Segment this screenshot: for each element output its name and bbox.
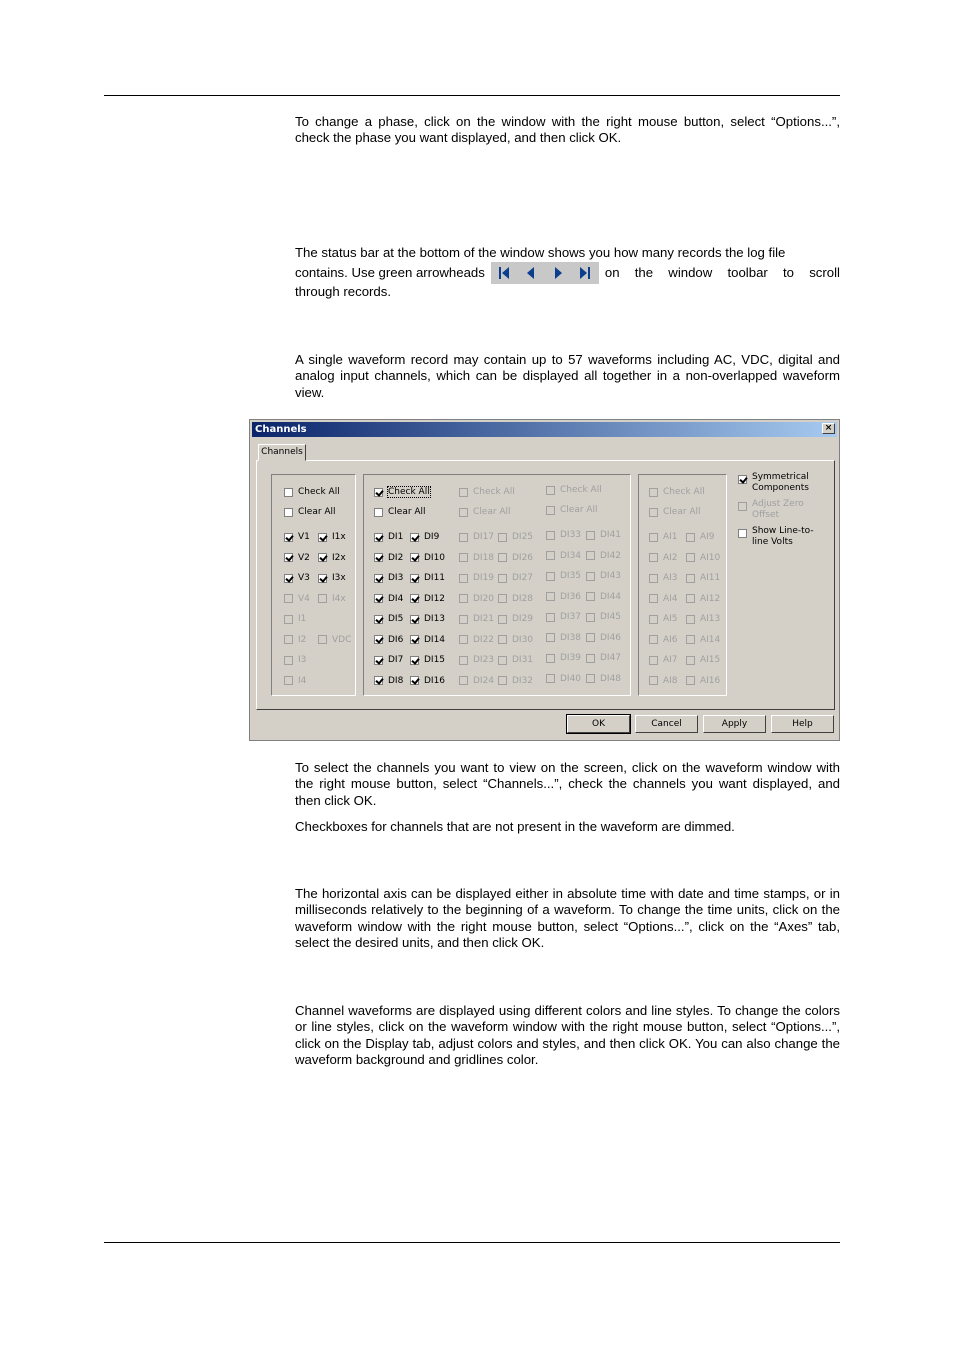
checkbox-label: DI2 — [388, 552, 404, 563]
channel-checkbox-di28 — [498, 594, 533, 604]
dialog-title: Channels — [255, 424, 307, 435]
checkbox-label: I4 — [298, 675, 307, 686]
channel-checkbox-vdc — [318, 635, 351, 645]
checkbox-label: DI6 — [388, 634, 404, 645]
channel-checkbox-di24 — [459, 676, 494, 686]
checkbox-square — [498, 594, 507, 603]
channel-checkbox-ai8 — [649, 676, 678, 686]
channel-checkbox-di40 — [546, 674, 581, 684]
checkbox-square[interactable] — [374, 553, 383, 562]
checkbox-square — [686, 574, 695, 583]
channels-tab-panel — [256, 460, 835, 710]
checkbox-label: DI48 — [600, 673, 622, 684]
checkbox-square — [686, 533, 695, 542]
checkbox-square — [459, 656, 468, 665]
channel-checkbox-ai7 — [649, 655, 678, 665]
check-all-ai: Check All — [649, 487, 705, 497]
channel-checkbox-di36 — [546, 592, 581, 602]
checkbox-square[interactable] — [318, 553, 327, 562]
channel-checkbox-di19 — [459, 573, 494, 583]
checkbox-square — [284, 656, 293, 665]
clear-all-ai: Clear All — [649, 507, 701, 517]
channel-checkbox-di43 — [586, 571, 621, 581]
checkbox-label: VDC — [332, 634, 352, 645]
para-colors: Channel waveforms are displayed using different colors and line styles. To change the colors or line styles, click on the waveform window with the right mouse button, select “Options...”, click on the Display tab, adjust colors and styles, and then click OK. You can also change the waveform background and gridlines color. — [295, 1003, 840, 1068]
channel-checkbox-v1[interactable] — [284, 532, 310, 542]
channel-checkbox-di34 — [546, 551, 581, 561]
channel-checkbox-ai5 — [649, 614, 678, 624]
checkbox-square — [649, 553, 658, 562]
checkbox-square — [686, 676, 695, 685]
para-status-line2 — [295, 262, 840, 284]
last-record-icon[interactable] — [578, 266, 592, 280]
checkbox-label: AI8 — [663, 675, 678, 686]
checkbox-label: DI45 — [600, 612, 622, 622]
channel-checkbox-di17 — [459, 532, 494, 542]
channel-checkbox-di9[interactable] — [410, 532, 439, 542]
checkbox-label: I2 — [298, 634, 307, 645]
checkbox-square — [546, 633, 555, 642]
analog-inputs-group — [638, 474, 727, 696]
checkbox-label: DI27 — [512, 573, 534, 583]
checkbox-label: I1x — [332, 532, 346, 542]
checkbox-label: DI33 — [560, 530, 582, 540]
checkbox-square[interactable] — [374, 635, 383, 644]
clear-all-ac[interactable]: Clear All — [284, 507, 336, 517]
checkbox-label: DI7 — [388, 655, 404, 665]
checkbox-square — [284, 615, 293, 624]
para-select-channels: To select the channels you want to view on the screen, click on the waveform window with the right mouse button, select “Channels...”, check the channels you want displayed, and then click OK. — [295, 760, 840, 808]
show-line-to-line-volts-checkbox[interactable]: Show Line-to-line Volts — [738, 526, 818, 548]
checkbox-label: V3 — [298, 573, 310, 583]
cancel-button[interactable]: Cancel — [635, 715, 698, 733]
checkbox-square — [546, 531, 555, 540]
channel-checkbox-i3x[interactable] — [318, 573, 346, 583]
channel-checkbox-ai2 — [649, 553, 678, 563]
checkbox-square[interactable] — [410, 533, 419, 542]
checkbox-label: DI19 — [473, 573, 495, 583]
checkbox-label: V2 — [298, 552, 310, 563]
channel-checkbox-di41 — [586, 530, 621, 540]
checkbox-label: DI18 — [473, 552, 495, 563]
checkbox-label: I3x — [332, 573, 346, 583]
checkbox-square — [498, 615, 507, 624]
checkbox-square — [546, 572, 555, 581]
checkbox-square — [586, 654, 595, 663]
para-status-line3: through records. — [295, 284, 392, 299]
checkbox-square — [586, 613, 595, 622]
checkbox-square — [649, 574, 658, 583]
channel-checkbox-di47 — [586, 653, 621, 663]
checkbox-square[interactable] — [374, 594, 383, 603]
channel-checkbox-di39 — [546, 653, 581, 663]
checkbox-square[interactable] — [410, 594, 419, 603]
checkbox-square[interactable] — [284, 574, 293, 583]
para-axis: The horizontal axis can be displayed either in absolute time with date and time stamps, or in milliseconds relatively to the beginning of a waveform. To change the time units, click on the waveform window with the right mouse button, select “Options...”, click on the “Axes” tab, select the desired units, and then click OK. — [295, 886, 840, 951]
checkbox-square[interactable] — [410, 656, 419, 665]
channel-checkbox-di8[interactable] — [374, 676, 403, 686]
checkbox-label: DI37 — [560, 612, 582, 622]
channel-checkbox-i2x[interactable] — [318, 553, 346, 563]
checkbox-square — [586, 633, 595, 642]
checkbox-label: DI8 — [388, 675, 404, 686]
checkbox-square — [649, 656, 658, 665]
checkbox-label: DI28 — [512, 593, 534, 604]
channel-checkbox-di26 — [498, 553, 533, 563]
checkbox-label: DI35 — [560, 571, 582, 581]
checkbox-label: DI32 — [512, 675, 534, 686]
checkbox-label: DI12 — [424, 593, 446, 604]
checkbox-label: AI10 — [700, 552, 721, 563]
channel-checkbox-di11[interactable] — [410, 573, 445, 583]
checkbox-label: I2x — [332, 552, 346, 563]
checkbox-square — [459, 615, 468, 624]
checkbox-square — [546, 551, 555, 560]
header-rule — [104, 95, 840, 96]
ac-channels-group — [271, 474, 356, 696]
channel-checkbox-di35 — [546, 571, 581, 581]
checkbox-label: DI25 — [512, 532, 534, 542]
channel-checkbox-i4x — [318, 594, 346, 604]
channel-checkbox-di10[interactable] — [410, 553, 445, 563]
checkbox-label: DI42 — [600, 550, 622, 561]
check-all-di-33-48: Check All — [546, 485, 602, 495]
checkbox-label: I3 — [298, 655, 307, 665]
checkbox-label: DI34 — [560, 550, 582, 561]
channel-checkbox-di5[interactable] — [374, 614, 403, 624]
checkbox-label: DI5 — [388, 614, 404, 624]
para-status-line1: The status bar at the bottom of the window shows you how many records the log file — [295, 245, 786, 260]
checkbox-square — [546, 674, 555, 683]
channel-checkbox-di4[interactable] — [374, 594, 403, 604]
checkbox-label: AI7 — [663, 655, 678, 665]
channel-checkbox-i2 — [284, 635, 306, 645]
channel-checkbox-di6[interactable] — [374, 635, 403, 645]
channel-checkbox-di27 — [498, 573, 533, 583]
close-icon[interactable]: × — [822, 423, 835, 434]
checkbox-square — [459, 594, 468, 603]
checkbox-label: DI23 — [473, 655, 495, 665]
checkbox-label: AI4 — [663, 593, 678, 604]
channel-checkbox-di45 — [586, 612, 621, 622]
channel-checkbox-di44 — [586, 592, 621, 602]
apply-button[interactable]: Apply — [703, 715, 766, 733]
checkbox-label: V1 — [298, 532, 310, 542]
checkbox-square — [284, 635, 293, 644]
channels-dialog — [249, 419, 840, 741]
channel-checkbox-di42 — [586, 551, 621, 561]
checkbox-square — [686, 594, 695, 603]
channel-checkbox-ai16 — [686, 676, 720, 686]
checkbox-label: AI13 — [700, 614, 721, 624]
clear-all-di-1-16[interactable]: Clear All — [374, 507, 426, 517]
checkbox-label: DI46 — [600, 632, 622, 643]
checkbox-square[interactable] — [284, 533, 293, 542]
checkbox-label: DI31 — [512, 655, 534, 665]
channel-checkbox-di21 — [459, 614, 494, 624]
clear-all-di-33-48: Clear All — [546, 505, 598, 515]
channel-checkbox-di32 — [498, 676, 533, 686]
channel-checkbox-di14[interactable] — [410, 635, 445, 645]
checkbox-label: DI17 — [473, 532, 495, 542]
checkbox-square[interactable] — [374, 676, 383, 685]
channel-checkbox-ai9 — [686, 532, 715, 542]
channel-checkbox-ai4 — [649, 594, 678, 604]
checkbox-label: DI21 — [473, 614, 495, 624]
channel-checkbox-v4 — [284, 594, 310, 604]
checkbox-square — [459, 635, 468, 644]
checkbox-square — [649, 635, 658, 644]
checkbox-square — [284, 676, 293, 685]
checkbox-label: DI41 — [600, 530, 622, 540]
checkbox-label: I1 — [298, 614, 307, 624]
checkbox-label: DI10 — [424, 552, 446, 563]
checkbox-square[interactable] — [410, 635, 419, 644]
channel-checkbox-di38 — [546, 633, 581, 643]
channel-checkbox-di2[interactable] — [374, 553, 403, 563]
checkbox-label: DI15 — [424, 655, 446, 665]
channel-checkbox-v3[interactable] — [284, 573, 310, 583]
checkbox-label: DI29 — [512, 614, 534, 624]
help-button[interactable]: Help — [771, 715, 834, 733]
first-record-icon[interactable] — [497, 266, 511, 280]
checkbox-square[interactable] — [318, 533, 327, 542]
channel-checkbox-di25 — [498, 532, 533, 542]
channel-checkbox-di7[interactable] — [374, 655, 403, 665]
checkbox-label: I4x — [332, 593, 346, 604]
checkbox-square[interactable] — [374, 615, 383, 624]
checkbox-square — [686, 635, 695, 644]
checkbox-label: AI1 — [663, 532, 678, 542]
channel-checkbox-ai10 — [686, 553, 720, 563]
checkbox-label: AI14 — [700, 634, 721, 645]
checkbox-label: DI11 — [424, 573, 446, 583]
para-dimmed: Checkboxes for channels that are not present in the waveform are dimmed. — [295, 819, 735, 834]
checkbox-square[interactable] — [374, 656, 383, 665]
checkbox-square — [546, 654, 555, 663]
checkbox-label: DI40 — [560, 673, 582, 684]
checkbox-label: AI11 — [700, 573, 721, 583]
check-all-ac[interactable]: Check All — [284, 487, 340, 497]
checkbox-square — [498, 574, 507, 583]
checkbox-square — [459, 553, 468, 562]
checkbox-square — [498, 676, 507, 685]
checkbox-square — [586, 674, 595, 683]
channel-checkbox-di22 — [459, 635, 494, 645]
checkbox-square — [546, 592, 555, 601]
channel-checkbox-di30 — [498, 635, 533, 645]
checkbox-label: AI9 — [700, 532, 715, 542]
channel-checkbox-di15[interactable] — [410, 655, 445, 665]
channel-checkbox-di13[interactable] — [410, 614, 445, 624]
checkbox-label: DI20 — [473, 593, 495, 604]
checkbox-square — [498, 656, 507, 665]
checkbox-label: DI14 — [424, 634, 446, 645]
checkbox-square[interactable] — [410, 553, 419, 562]
channel-checkbox-ai6 — [649, 635, 678, 645]
checkbox-square[interactable] — [374, 574, 383, 583]
checkbox-square — [498, 553, 507, 562]
channel-checkbox-di3[interactable] — [374, 573, 403, 583]
channel-checkbox-di37 — [546, 612, 581, 622]
checkbox-label: DI13 — [424, 614, 446, 624]
checkbox-label: V4 — [298, 593, 310, 604]
channel-checkbox-i3 — [284, 655, 306, 665]
checkbox-label: DI26 — [512, 552, 534, 563]
channel-checkbox-di18 — [459, 553, 494, 563]
checkbox-square — [586, 551, 595, 560]
checkbox-label: AI6 — [663, 634, 678, 645]
checkbox-square — [318, 594, 327, 603]
channel-checkbox-ai13 — [686, 614, 720, 624]
checkbox-label: DI3 — [388, 573, 404, 583]
checkbox-square — [649, 533, 658, 542]
tab-channels[interactable]: Channels — [258, 444, 306, 461]
ok-button[interactable]: OK — [567, 715, 630, 733]
symmetrical-components-checkbox[interactable]: Symmetrical Components — [738, 472, 818, 494]
dialog-titlebar — [252, 422, 837, 437]
channel-checkbox-di20 — [459, 594, 494, 604]
checkbox-square — [649, 676, 658, 685]
previous-record-icon[interactable] — [524, 266, 538, 280]
checkbox-label: DI22 — [473, 634, 495, 645]
channel-checkbox-di46 — [586, 633, 621, 643]
checkbox-square — [686, 656, 695, 665]
channel-checkbox-i4 — [284, 676, 306, 686]
checkbox-square — [586, 531, 595, 540]
checkbox-label: DI43 — [600, 571, 622, 581]
channel-checkbox-di31 — [498, 655, 533, 665]
check-all-di-17-32: Check All — [459, 487, 515, 497]
channel-checkbox-ai11 — [686, 573, 720, 583]
checkbox-label: DI36 — [560, 591, 582, 602]
checkbox-label: DI30 — [512, 634, 534, 645]
channel-checkbox-i1x[interactable] — [318, 532, 346, 542]
footer-rule — [104, 1242, 840, 1243]
channel-checkbox-di16[interactable] — [410, 676, 445, 686]
checkbox-label: DI44 — [600, 591, 622, 602]
checkbox-square[interactable] — [318, 574, 327, 583]
channel-checkbox-di1[interactable] — [374, 532, 403, 542]
channel-checkbox-di23 — [459, 655, 494, 665]
checkbox-square — [586, 592, 595, 601]
checkbox-label: DI38 — [560, 632, 582, 643]
next-record-icon[interactable] — [551, 266, 565, 280]
checkbox-label: DI39 — [560, 653, 582, 663]
channel-checkbox-i1 — [284, 614, 306, 624]
checkbox-label: DI24 — [473, 675, 495, 686]
checkbox-square[interactable] — [410, 676, 419, 685]
channel-checkbox-di12[interactable] — [410, 594, 445, 604]
checkbox-label: AI15 — [700, 655, 721, 665]
channel-checkbox-ai3 — [649, 573, 678, 583]
clear-all-di-17-32: Clear All — [459, 507, 511, 517]
checkbox-label: DI16 — [424, 675, 446, 686]
channel-checkbox-di29 — [498, 614, 533, 624]
checkbox-label: AI3 — [663, 573, 678, 583]
checkbox-square[interactable] — [410, 615, 419, 624]
para-status-text-b: on the window toolbar to scroll — [604, 265, 840, 280]
channel-checkbox-v2[interactable] — [284, 553, 310, 563]
checkbox-square — [586, 572, 595, 581]
checkbox-square — [686, 553, 695, 562]
checkbox-label: DI47 — [600, 653, 622, 663]
checkbox-square — [649, 594, 658, 603]
digital-inputs-group — [363, 474, 631, 696]
checkbox-square — [498, 533, 507, 542]
checkbox-square — [459, 574, 468, 583]
checkbox-label: AI12 — [700, 593, 721, 604]
checkbox-square — [284, 594, 293, 603]
checkbox-square — [546, 613, 555, 622]
checkbox-square[interactable] — [410, 574, 419, 583]
channel-checkbox-di33 — [546, 530, 581, 540]
checkbox-label: DI9 — [424, 532, 440, 542]
channel-checkbox-ai14 — [686, 635, 720, 645]
checkbox-square — [459, 533, 468, 542]
checkbox-square[interactable] — [284, 553, 293, 562]
channel-checkbox-ai1 — [649, 532, 678, 542]
para-waveform: A single waveform record may contain up to 57 waveforms including AC, VDC, digital and analog input channels, which can be displayed all together in a non-overlapped waveform view. — [295, 352, 840, 400]
checkbox-label: AI5 — [663, 614, 678, 624]
channel-checkbox-ai12 — [686, 594, 720, 604]
checkbox-square[interactable] — [374, 533, 383, 542]
checkbox-square — [459, 676, 468, 685]
channel-checkbox-ai15 — [686, 655, 720, 665]
check-all-di-1-16[interactable]: Check All — [374, 487, 430, 497]
checkbox-label: AI2 — [663, 552, 678, 563]
para-status-text-a: contains. Use green arrowheads — [295, 265, 485, 280]
adjust-zero-offset-checkbox: Adjust Zero Offset — [738, 499, 818, 521]
checkbox-label: DI4 — [388, 593, 404, 604]
checkbox-square — [686, 615, 695, 624]
checkbox-square — [498, 635, 507, 644]
checkbox-square — [649, 615, 658, 624]
checkbox-label: AI16 — [700, 675, 721, 686]
checkbox-label: DI1 — [388, 532, 404, 542]
para-phase: To change a phase, click on the window with the right mouse button, select “Options...”, check the phase you want displayed, and then click OK. — [295, 114, 840, 146]
record-navigation-toolbar — [491, 262, 599, 284]
channel-checkbox-di48 — [586, 674, 621, 684]
checkbox-square — [318, 635, 327, 644]
